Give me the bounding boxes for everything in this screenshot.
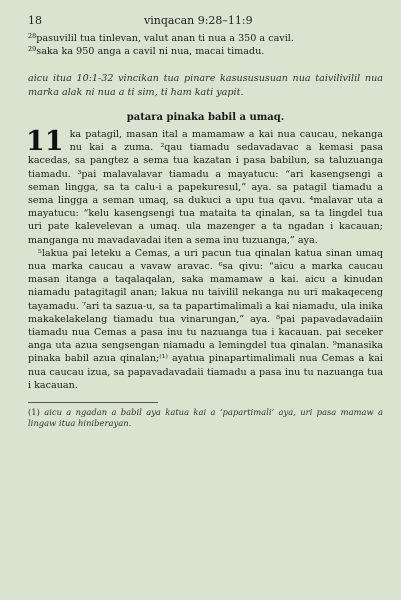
paragraph-1: ka patagil, masan ital a mamamaw a kai nua caucau, nekanga nu kai a zuma. ²qau tiamadu sedavadavac a kemasi pasa kacedas, sa pangtez a sema tua kazatan i pasa babilun, sa taluzuanga tiamadu. ³pai malavalavar tiamadu a mayatucu: “ari kasengsengi a seman lingga, sa ta calu-i a papekuresul,” aya. sa patagil tiamadu a sema lingga a seman umaq, sa dukuci a upu tua qavu. ⁴malavar uta a mayatucu: “kelu kasengsengi tua mataita ta qinalan, sa ta lingdel tua uri pate kalevelevan a umaq. ula mazenger a ta ngadan i kacauan; manganga nu mavadavadai iten a sema inu tuzuanga,” aya.: [28, 129, 383, 246]
footnote-divider: [28, 402, 158, 403]
verse-text: saka ka 950 anga a cavil ni nua, macai timadu.: [36, 46, 265, 58]
verse-number: 28: [28, 32, 37, 40]
chapter-number: 11: [26, 126, 64, 158]
section-heading: patara pinaka babil a umaq.: [126, 111, 285, 123]
footnote-marker: (1): [28, 407, 40, 418]
running-header: [28, 14, 383, 32]
footnote-text: aicu a ngadan a babil aya katua kai a ‘papartimali’ aya, uri pasa mamaw a lingaw itua hiniberayan.: [28, 407, 383, 429]
verse-29: [28, 45, 383, 58]
running-title: vinqacan 9:28–11:9: [144, 14, 253, 27]
footnote: [28, 407, 383, 429]
verse-number: 29: [28, 45, 37, 54]
verse-28: [28, 32, 383, 45]
chapter-block: [28, 128, 383, 247]
intro-note: aicu itua 10:1-32 vincikan tua pinare kasusususuan nua taivilivilil nua marka alak ni nua a ti sim, ti ham kati yapit.: [28, 73, 383, 98]
paragraph-2: ⁵lakua pai leteku a Cemas, a uri pacun tua qinalan katua sinan umaq nua marka caucau a vavaw aravac. ⁶sa qivu: “aicu a marka caucau masan itanga a taqalaqalan, saka mamamaw a kai. aicu a kinudan niamadu patagitagil anan; lakua nu taivilil nekanga nu uri makaqeceng tayamadu. ⁷ari ta sazua-u, sa ta papartimalimali a kai niamadu, ula inika makakelakelang tiamadu tua vinarungan,” aya. ⁸pai papavadavadaiin tiamadu nua Cemas a pasa inu tu nazuanga tua i kacauan. pai seceker anga uta azua sengsengan niamadu a lemingdel tua qinalan. ⁹manasika pinaka babil azua qinalan;⁽¹⁾ ayatua pinapartimalimali nua Cemas a kai nua caucau izua, sa papavadavadaii tiamadu a pasa inu tu nazuanga tua i kacauan.: [28, 247, 383, 391]
verse-text: pasuvilil tua tinlevan, valut anan ti nua a 350 a cavil.: [36, 33, 294, 44]
page-number: 18: [28, 14, 42, 27]
